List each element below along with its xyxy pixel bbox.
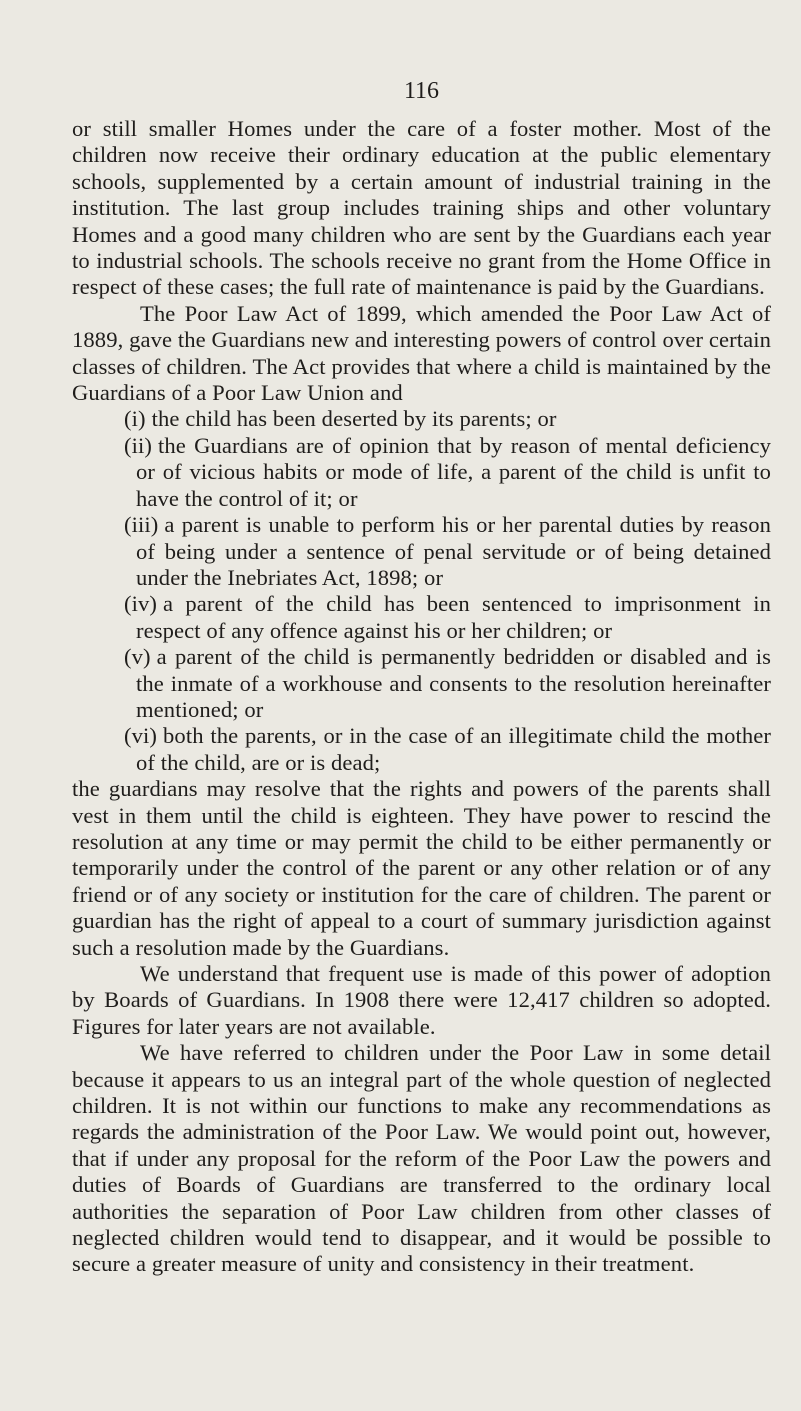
condition-item	[72, 433, 771, 512]
condition-item	[72, 512, 771, 591]
paragraph-4: We understand that frequent use is made of this power of adoption by Boards of Guardians. In 1908 there were 12,417 children so adopted. Figures for later years are not available.	[72, 961, 771, 1039]
conditions-list	[72, 406, 771, 776]
condition-number: (i)	[124, 406, 146, 432]
page-number: 116	[403, 78, 440, 104]
condition-text: the child has been deserted by its parents; or	[151, 406, 557, 432]
condition-text: a parent of the child has been sentenced to imprisonment in respect of any offence against his or her children; or	[136, 591, 771, 643]
condition-item	[72, 644, 771, 723]
condition-number: (ii)	[124, 432, 153, 458]
paragraph-1: or still smaller Homes under the care of a foster mother. Most of the children now receive their ordinary education at the public elementary schools, supplemented by a certain amount of industrial training in the institution. The last group includes training ships and other voluntary Homes and a good many children who are sent by the Guardians each year to industrial schools. The schools receive no grant from the Home Office in respect of these cases; the full rate of maintenance is paid by the Guardians.	[72, 116, 771, 300]
paragraph-2: The Poor Law Act of 1899, which amended the Poor Law Act of 1889, gave the Guardians new and interesting powers of control over certain classes of children. The Act provides that where a child is maintained by the Guardians of a Poor Law Union and	[72, 300, 771, 406]
condition-item	[72, 406, 771, 432]
condition-text: both the parents, or in the case of an illegitimate child the mother of the child, are or is dead;	[136, 723, 771, 775]
condition-text: a parent is unable to perform his or her parental duties by reason of being under a sentence of penal servitude or of being detained under the Inebriates Act, 1898; or	[136, 512, 771, 590]
condition-number: (iv)	[124, 591, 158, 617]
condition-item	[72, 723, 771, 776]
condition-number: (iii)	[124, 512, 159, 538]
condition-number: (vi)	[124, 723, 158, 749]
condition-text: the Guardians are of opinion that by reason of mental deficiency or of vicious habits or mode of life, a parent of the child is unfit to have the control of it; or	[136, 432, 771, 511]
condition-text: a parent of the child is permanently bedridden or disabled and is the inmate of a workhouse and consents to the resolution hereinafter mentioned; or	[136, 644, 771, 722]
paragraph-3: the guardians may resolve that the rights and powers of the parents shall vest in them until the child is eighteen. They have power to rescind the resolution at any time or may permit the child to be either permanently or temporarily under the control of the parent or any other relation or of any friend or of any society or institution for the care of children. The parent or guardian has the right of appeal to a court of summary jurisdiction against such a resolution made by the Guardians.	[72, 776, 771, 960]
paragraph-5: We have referred to children under the Poor Law in some detail because it appears to us an integral part of the whole question of neglected children. It is not within our functions to make any recommendations as regards the administration of the Poor Law. We would point out, however, that if under any proposal for the reform of the Poor Law the powers and duties of Boards of Guardians are transferred to the ordinary local authorities the separation of Poor Law children from other classes of neglected children would tend to disappear, and it would be possible to secure a greater measure of unity and consistency in their treatment.	[72, 1040, 771, 1277]
condition-number: (v)	[124, 644, 151, 670]
condition-item	[72, 591, 771, 644]
body-text	[72, 116, 771, 1278]
